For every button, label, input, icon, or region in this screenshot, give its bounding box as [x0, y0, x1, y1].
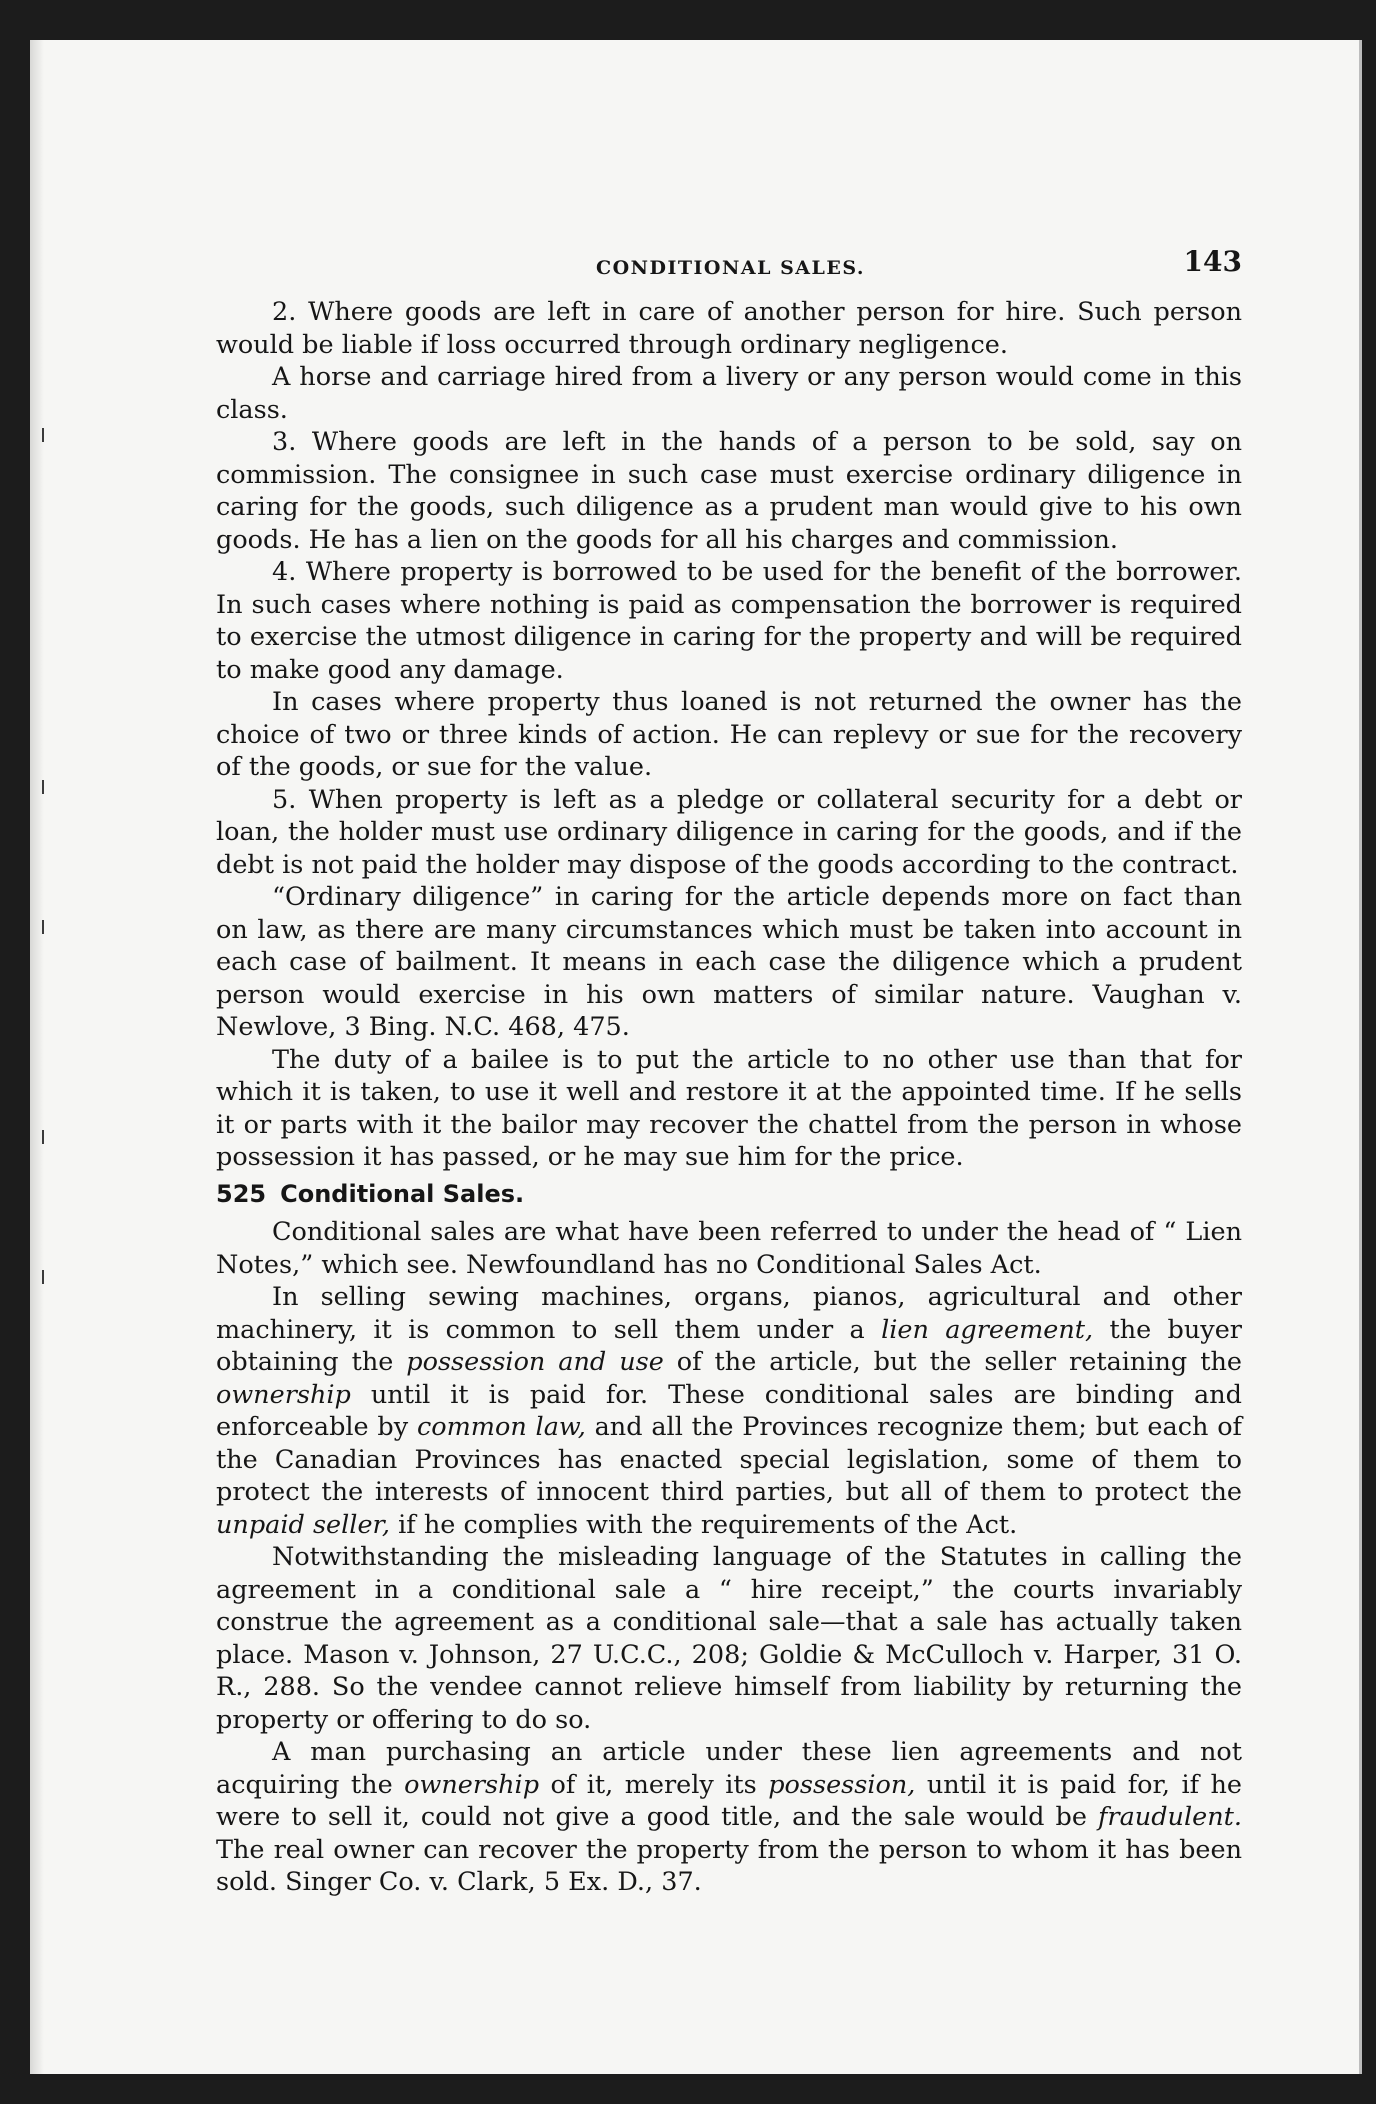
- italic-run: lien agreement,: [881, 1314, 1094, 1345]
- text-run: of the article, but the seller retaining the: [663, 1347, 1242, 1377]
- page-header: [216, 245, 1242, 296]
- italic-run: fraudulent.: [1097, 1802, 1242, 1832]
- paragraph-purchaser-title: [216, 1736, 1242, 1899]
- text-run: A man purchasing an article under these lien agreements and not acquiring the: [216, 1737, 1242, 1800]
- page-content: [216, 245, 1243, 1899]
- paragraph-loaned-not-returned: In cases where property thus loaned is not returned the owner has the choice of two or three kinds of action. He can replevy or sue for the recovery of the goods, or sue for the value.: [216, 687, 1242, 782]
- text-run: if he complies with the requirements of the Act.: [390, 1509, 1018, 1540]
- paragraph-ordinary-diligence: “Ordinary diligence” in caring for the article depends more on fact than on law, as there are many circumstances which must be taken into account in each case of bailment. It means in each case the diligence which a prudent person would exercise in his own matters of similar nature. Vaughan v. Newlove, 3 Bing. N.C. 468, 475.: [216, 882, 1242, 1042]
- book-page: [30, 40, 1362, 2074]
- paragraph-borrowed: 4. Where property is borrowed to be used for the benefit of the borrower. In such cases where nothing is paid as compensation the borrower is required to exercise the utmost diligence in caring for the property and will be required to make good any damage.: [216, 557, 1242, 685]
- paragraph-conditional-sales-intro: Conditional sales are what have been referred to under the head of “ Lien Notes,” which see. Newfoundland has no Conditional Sales Act.: [216, 1217, 1242, 1280]
- section-title: Conditional Sales.: [280, 1179, 525, 1208]
- page-number: 143: [1183, 245, 1242, 278]
- paragraph-duty-of-bailee: The duty of a bailee is to put the article to no other use than that for which it is taken, to use it well and restore it at the appointed time. If he sells it or parts with it the bailor may recover the chattel from the person in whose possession it has passed, or he may sue him for the price.: [216, 1044, 1242, 1172]
- paragraph-hire-receipt: Notwithstanding the misleading language of the Statutes in calling the agreement in a conditional sale a “ hire receipt,” the courts invariably construe the agreement as a conditional sale—that a sale has actually taken place. Mason v. Johnson, 27 U.C.C., 208; Goldie & McCulloch v. Harper, 31 O. R., 288. So the vendee cannot relieve himself from liability by returning the property or offering to do so.: [216, 1542, 1242, 1735]
- section-number: 525: [216, 1179, 267, 1208]
- paragraph-pledge: 5. When property is left as a pledge or collateral security for a debt or loan, the holder must use ordinary diligence in caring for the goods, and if the debt is not paid the holder may dispose of the goods according to the contract.: [216, 784, 1242, 880]
- text-run: the buyer obtaining the: [216, 1314, 1242, 1377]
- italic-run: ownership: [404, 1769, 540, 1800]
- italic-run: unpaid seller,: [216, 1509, 391, 1540]
- running-head: CONDITIONAL SALES.: [596, 257, 866, 279]
- gutter-mark: [42, 920, 44, 934]
- italic-run: common law,: [416, 1412, 586, 1442]
- italic-run: possession,: [768, 1769, 916, 1800]
- text-run: of it, merely its: [539, 1769, 769, 1800]
- paragraph-hire: 2. Where goods are left in care of another person for hire. Such person would be liable if loss occurred through ordinary negligence.: [216, 297, 1242, 360]
- gutter-mark: [42, 780, 44, 794]
- gutter-mark: [42, 428, 44, 442]
- page-binding-edge: [30, 40, 44, 2074]
- gutter-mark: [42, 1130, 44, 1144]
- italic-run: ownership: [216, 1379, 351, 1410]
- text-run: and all the Provinces recognize them; but each of the Canadian Provinces has enacted special legislation, some of them to protect the interests of innocent third parties, but all of them to protect the: [216, 1412, 1242, 1507]
- paragraph-commission: 3. Where goods are left in the hands of a person to be sold, say on commission. The consignee in such case must exercise ordinary diligence in caring for the goods, such diligence as a prudent man would give to his own goods. He has a lien on the goods for all his charges and commission.: [216, 427, 1242, 555]
- text-run: In selling sewing machines, organs, pianos, agricultural and other machinery, it is common to sell them under a: [216, 1282, 1242, 1345]
- text-run: until it is paid for. These conditional sales are binding and enforceable by: [216, 1379, 1242, 1442]
- section-heading: [216, 1178, 1242, 1211]
- text-run: until it is paid for, if he were to sell it, could not give a good title, and the sale would be: [216, 1769, 1243, 1832]
- paragraph-horse-carriage: A horse and carriage hired from a livery or any person would come in this class.: [216, 362, 1242, 425]
- italic-run: possession and use: [406, 1347, 664, 1377]
- gutter-mark: [42, 1270, 44, 1284]
- paragraph-lien-agreement: [216, 1281, 1242, 1541]
- text-run: The real owner can recover the property from the person to whom it has been sold. Singer Co. v. Clark, 5 Ex. D., 37.: [216, 1834, 1242, 1897]
